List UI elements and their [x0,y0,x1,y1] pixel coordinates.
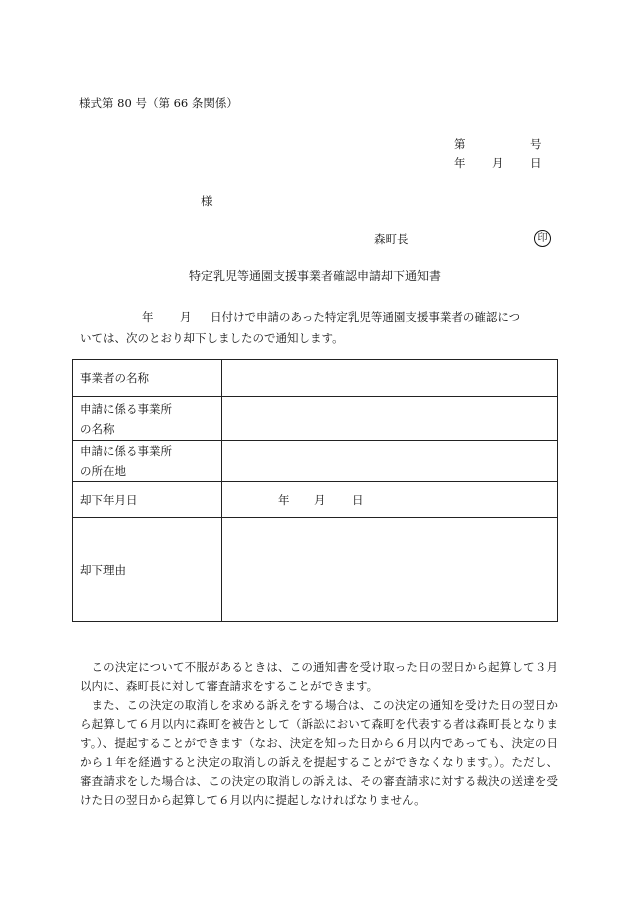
office-name-label [73,397,222,441]
intro-line-1-text: 日付けで申請のあった特定乳児等通園支援事業者の確認につ [210,310,521,324]
intro-month: 月 [180,310,192,324]
business-name-label: 事業者の名称 [73,360,222,397]
office-name-label-line-2: の名称 [80,421,115,436]
office-name-value [222,397,558,441]
addressee-honorific: 様 [201,194,213,208]
issue-date-day: 日 [530,156,542,170]
document-number-prefix: 第 [454,137,466,151]
office-address-label [73,441,222,482]
intro-year: 年 [142,310,154,324]
office-address-label-line-1: 申請に係る事業所 [80,444,172,458]
issue-date-year: 年 [454,156,466,170]
rejection-reason-label: 却下理由 [73,518,222,622]
office-name-label-line-1: 申請に係る事業所 [80,401,172,416]
issuer-title: 森町長 [374,232,409,246]
business-name-value [222,360,558,397]
table-row-office-address [73,441,558,482]
table-row-rejection-date [73,482,558,518]
rejection-date-value [222,482,558,518]
document-title: 特定乳児等通園支援事業者確認申請却下通知書 [188,269,441,283]
rejection-date-day: 日 [352,493,364,507]
issue-date-month: 月 [492,156,504,170]
office-address-value [222,441,558,482]
table-row-office-name [73,397,558,441]
rejection-date-year: 年 [278,493,290,507]
document-number-suffix: 号 [530,137,542,151]
appeal-notice-paragraph-2: また、この決定の取消しを求める訴えをする場合は、この決定の通知を受けた日の翌日から起算して６月以内に森町を被告として（訴訟において森町を代表する者は森町長となります。）、提起することができます（なお、決定を知った日から６月以内であっても、決定の日から１年を経過すると決定の取消しの訴えを提起することができなくなります。）。ただし、審査請求をした場合は、この決定の取消しの訴えは、その審査請求に対する裁決の送達を受けた日の翌日から起算して６月以内に提起しなければなりません。 [80,698,558,807]
rejection-details-table [72,359,558,622]
intro-line-1 [80,307,560,328]
table-row-business-name [73,360,558,397]
seal-mark [534,230,551,247]
table-row-rejection-reason [73,518,558,622]
rejection-date-month: 月 [314,493,326,507]
rejection-date-label: 却下年月日 [73,482,222,518]
form-number: 様式第 80 号（第 66 条関係） [79,96,238,110]
intro-paragraph [80,307,560,349]
seal-character: 印 [537,232,548,244]
appeal-notice [80,658,558,810]
intro-line-2: いては、次のとおり却下しましたので通知します。 [80,331,344,345]
office-address-label-line-2: の所在地 [80,464,126,478]
appeal-notice-paragraph-1: この決定について不服があるときは、この通知書を受け取った日の翌日から起算して３月以内に、森町長に対して審査請求をすることができます。 [80,660,558,693]
rejection-reason-value [222,518,558,622]
